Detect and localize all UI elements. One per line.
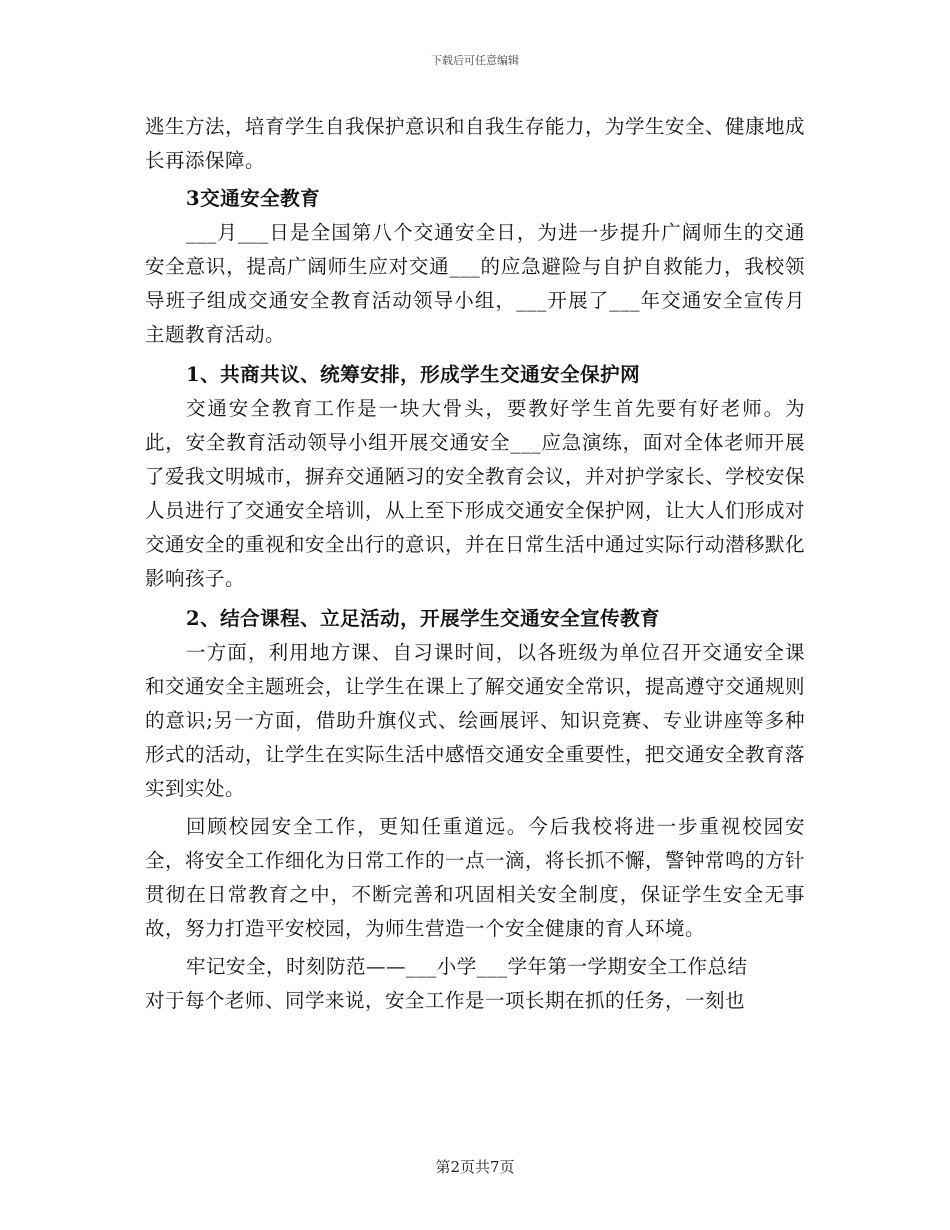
paragraph-traffic-safety-day: ___月___日是全国第八个交通安全日，为进一步提升广阔师生的交通安全意识，提高广阔师生应对交通___的应急避险与自护自救能力，我校领导班子组成交通安全教育活动领导小组，___开展了___年交通安全宣传月主题教育活动。: [145, 221, 805, 346]
page-number: 第2页共7页: [435, 1158, 515, 1176]
page-header-note: 下载后可任意编辑: [431, 54, 519, 67]
subheading-2: 2、结合课程、立足活动，开展学生交通安全宣传教育: [186, 607, 661, 630]
paragraph-title-line: 牢记安全，时刻防范——___小学___学年第一学期安全工作总结: [186, 955, 748, 978]
paragraph-review: 回顾校园安全工作，更知任重道远。今后我校将进一步重视校园安全，将安全工作细化为日常工作的一点一滴，将长抓不懈，警钟常鸣的方针贯彻在日常教育之中，不断完善和巩固相关安全制度，保证学生安全无事故，努力打造平安校园，为师生营造一个安全健康的育人环境。: [145, 815, 806, 940]
section-heading-traffic-safety: 3交通安全教育: [186, 187, 321, 210]
subheading-1: 1、共商共议、统筹安排，形成学生交通安全保护网: [186, 363, 641, 386]
paragraph-teacher-training: 交通安全教育工作是一块大骨头，要教好学生首先要有好老师。为此，安全教育活动领导小组开展交通安全___应急演练，面对全体老师开展了爱我文明城市，摒弃交通陋习的安全教育会议，并对护学家长、学校安保人员进行了交通安全培训，从上至下形成交通安全保护网，让大人们形成对交通安全的重视和安全出行的意识，并在日常生活中通过实际行动潜移默化影响孩子。: [145, 397, 806, 590]
paragraph-final: 对于每个老师、同学来说，安全工作是一项长期在抓的任务，一刻也: [145, 989, 746, 1012]
document-body: [145, 110, 805, 1018]
paragraph-courses-activities: 一方面，利用地方课、自习课时间，以各班级为单位召开交通安全课和交通安全主题班会，让学生在课上了解交通安全常识，提高遵守交通规则的意识;另一方面，借助升旗仪式、绘画展评、知识竞赛、专业讲座等多种形式的活动，让学生在实际生活中感悟交通安全重要性，把交通安全教育落实到实处。: [145, 641, 806, 800]
paragraph-continuation: 逃生方法，培育学生自我保护意识和自我生存能力，为学生安全、健康地成长再添保障。: [145, 115, 806, 172]
